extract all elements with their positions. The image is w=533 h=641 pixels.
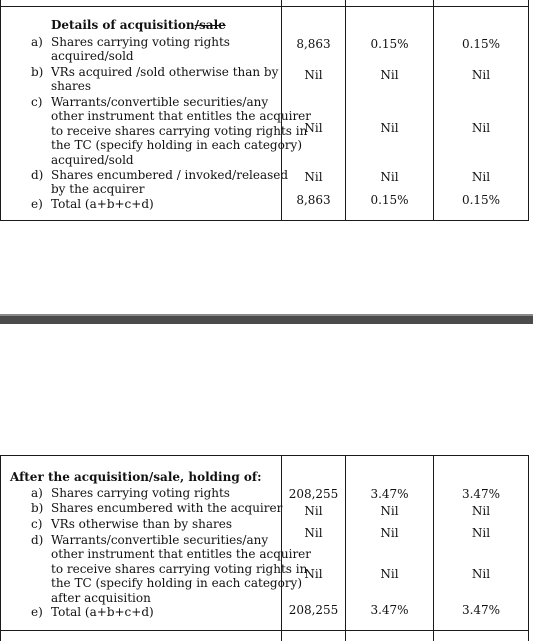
- table-bottom-border: [0, 220, 529, 221]
- row-label-line: VRs acquired /sold otherwise than by: [51, 65, 279, 79]
- row-label-line: the TC (specify holding in each category): [51, 138, 303, 152]
- row-letter: a): [31, 35, 43, 49]
- row-label-line: acquired/sold: [51, 153, 134, 167]
- percent-share-capital: 3.47%: [370, 603, 409, 617]
- row-letter: b): [31, 65, 44, 79]
- row-label-line: to receive shares carrying voting rights in: [51, 124, 308, 138]
- percent-diluted-capital: Nil: [471, 68, 491, 82]
- row-label-line: Shares carrying voting rights: [51, 35, 230, 49]
- percent-diluted-capital: 3.47%: [461, 487, 501, 501]
- percent-share-capital: 0.15%: [370, 193, 409, 207]
- table-left-border: [0, 455, 1, 641]
- row-label-line: the TC (specify holding in each category): [51, 576, 303, 590]
- row-label-line: shares: [51, 79, 92, 93]
- percent-share-capital: Nil: [380, 170, 399, 184]
- percent-diluted-capital: Nil: [471, 170, 491, 184]
- number-of-shares: Nil: [304, 170, 323, 184]
- row-letter: c): [31, 95, 43, 109]
- table-left-border: [0, 0, 1, 221]
- percent-share-capital: Nil: [380, 504, 399, 518]
- column-divider: [345, 0, 346, 221]
- row-label-line: Shares encumbered / invoked/released: [51, 168, 289, 182]
- row-letter: e): [31, 197, 43, 211]
- row-letter: e): [31, 605, 43, 619]
- row-label-line: Warrants/convertible securities/any: [51, 95, 269, 109]
- row-label-line: Warrants/convertible securities/any: [51, 533, 269, 547]
- number-of-shares: Nil: [304, 567, 323, 581]
- row-label-line: to receive shares carrying voting rights in: [51, 562, 308, 576]
- row-label-line: Shares encumbered with the acquirer: [51, 501, 283, 515]
- number-of-shares: 208,255: [288, 487, 339, 501]
- row-label-line: other instrument that entitles the acquirer: [51, 109, 312, 123]
- section-heading: Details of acquisition/sale: [51, 18, 226, 32]
- percent-share-capital: Nil: [380, 68, 399, 82]
- number-of-shares: 208,255: [288, 603, 339, 617]
- number-of-shares: 8,863: [296, 193, 331, 207]
- percent-diluted-capital: Nil: [471, 567, 491, 581]
- percent-diluted-capital: 3.47%: [461, 603, 501, 617]
- percent-diluted-capital: Nil: [471, 504, 491, 518]
- percent-share-capital: 0.15%: [370, 37, 409, 51]
- percent-share-capital: 3.47%: [370, 487, 409, 501]
- percent-share-capital: Nil: [380, 526, 399, 540]
- percent-diluted-capital: 0.15%: [461, 37, 501, 51]
- row-letter: b): [31, 501, 44, 515]
- percent-share-capital: Nil: [380, 567, 399, 581]
- row-letter: c): [31, 517, 43, 531]
- row-label-line: after acquisition: [51, 591, 151, 605]
- row-label-line: Total (a+b+c+d): [51, 197, 154, 211]
- section-heading: After the acquisition/sale, holding of:: [10, 470, 262, 484]
- table-right-border: [528, 0, 529, 221]
- row-label-line: by the acquirer: [51, 182, 145, 196]
- number-of-shares: 8,863: [296, 37, 331, 51]
- percent-share-capital: Nil: [380, 121, 399, 135]
- row-label-line: Total (a+b+c+d): [51, 605, 154, 619]
- percent-diluted-capital: Nil: [471, 526, 491, 540]
- table-top-border: [0, 455, 529, 456]
- row-letter: d): [31, 533, 44, 547]
- table-top-border: [0, 6, 529, 7]
- table-row-border: [0, 630, 529, 631]
- percent-diluted-capital: 0.15%: [461, 193, 501, 207]
- number-of-shares: Nil: [304, 68, 323, 82]
- number-of-shares: Nil: [304, 504, 323, 518]
- number-of-shares: Nil: [304, 121, 323, 135]
- row-label-line: VRs otherwise than by shares: [51, 517, 233, 531]
- row-letter: a): [31, 486, 43, 500]
- column-divider: [433, 0, 434, 221]
- page-break-bar: [0, 316, 533, 324]
- row-label-line: acquired/sold: [51, 49, 134, 63]
- row-label-line: Shares carrying voting rights: [51, 486, 230, 500]
- table-right-border: [528, 455, 529, 641]
- percent-diluted-capital: Nil: [471, 121, 491, 135]
- number-of-shares: Nil: [304, 526, 323, 540]
- row-label-line: other instrument that entitles the acquirer: [51, 547, 312, 561]
- row-letter: d): [31, 168, 44, 182]
